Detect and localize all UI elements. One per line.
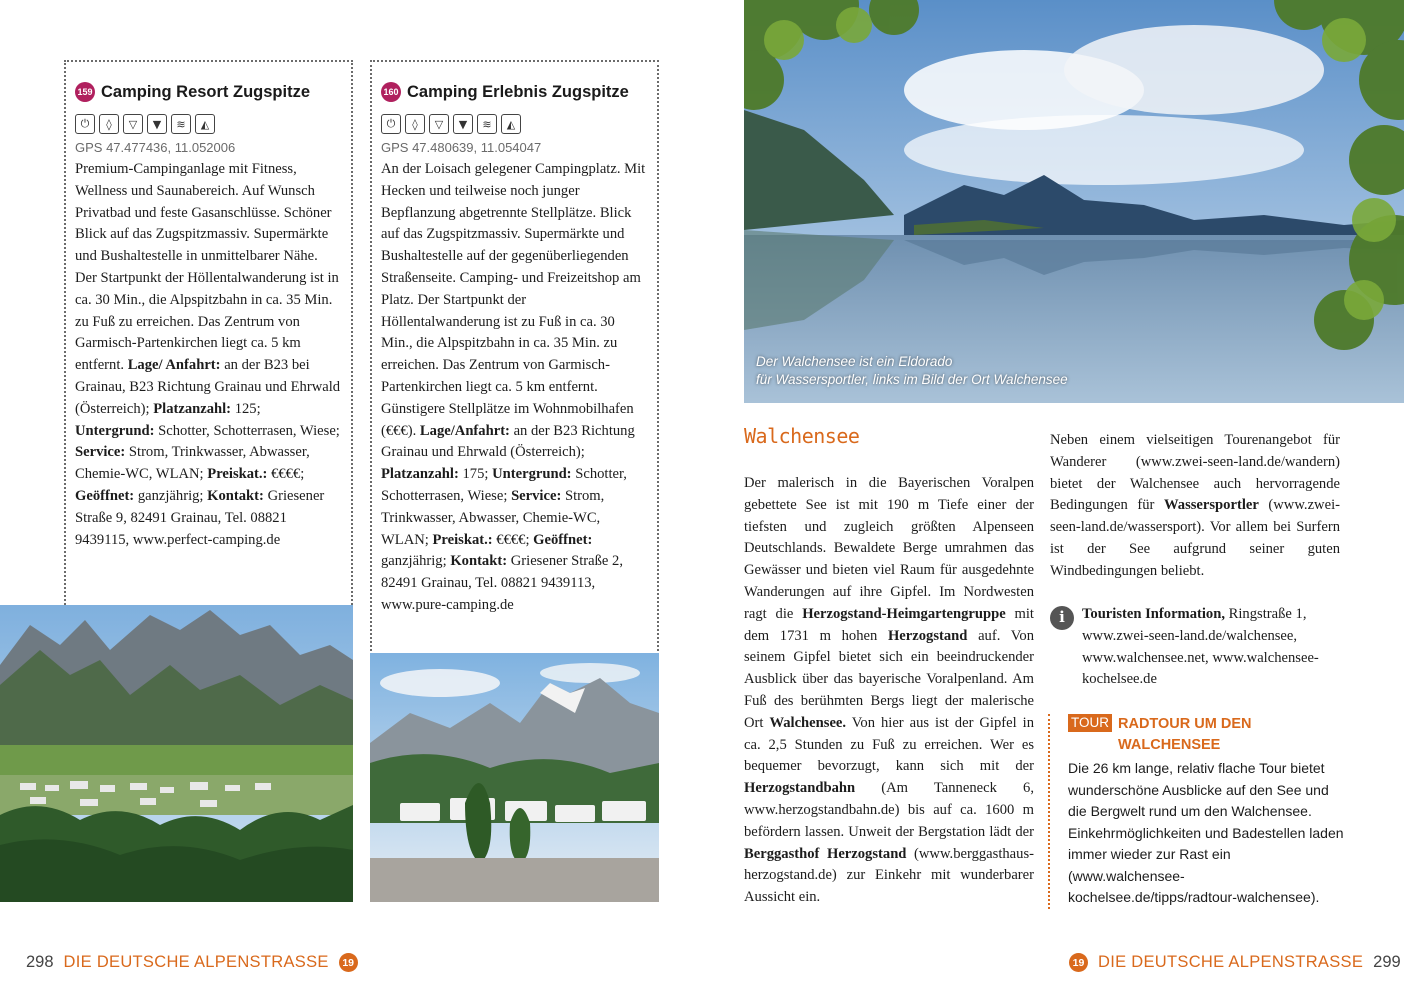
campsite-description: Premium-Campinganlage mit Fitness, Wellness und Saunabereich. Auf Wunsch Privatbad und feste Gasanschlüsse. Schöner Blick auf das Zugspitzmassiv. Supermärkte und Bushaltestelle in unmittelbarer Nähe. Der Startpunkt der Höllentalwanderung ist in ca. 30 Min., die Alpspitzbahn in ca. 35 Min. zu Fuß zu erreichen. Das Zentrum von Garmisch-Partenkirchen liegt ca. 5 km entfernt. Lage/ Anfahrt: an der B23 bei Grainau, B23 Richtung Grainau und Ehrwald (Österreich); Platzanzahl: 125; Untergrund: Schotter, Schotterrasen, Wiese; Service: Strom, Trinkwasser, Abwasser, Chemie-WC, WLAN; Preiskat.: €€€€; Geöffnet: ganzjährig; Kontakt: Griesener Straße 9, 82491 Grainau, Tel. 08821 9439115, www.perfect-camping.de	[75, 161, 341, 548]
campsite-name: Camping Erlebnis Zugspitze	[407, 82, 629, 101]
dump-station-icon: ▽	[429, 114, 449, 134]
power-icon: ⏻	[381, 114, 401, 134]
info-icon: i	[1050, 606, 1074, 630]
water-icon: ◊	[99, 114, 119, 134]
page-number: 299	[1373, 953, 1401, 971]
wifi-icon: ≋	[171, 114, 191, 134]
tour-description: Die 26 km lange, relativ flache Tour bietet wunderschöne Ausblicke auf den See und die Bergwelt rund um den Walchensee. Einkehrmöglichkeiten und Badestellen laden immer wieder zur Rast ein (www.walchensee-kochelsee.de/tipps/radtour-walchensee).	[1068, 760, 1344, 905]
chapter-number-badge: 19	[339, 953, 358, 972]
page-number: 298	[26, 953, 54, 971]
toilet-icon: ▼	[147, 114, 167, 134]
photo-caption: Der Walchensee ist ein Eldorado für Wassersportler, links im Bild der Ort Walchensee	[756, 354, 1068, 387]
dog-icon: ◭	[195, 114, 215, 134]
section-heading: Walchensee	[744, 424, 860, 448]
article-column-2: Neben einem vielseitigen Tourenangebot für Wanderer (www.zwei-seen-land.de/wandern) bietet der Walchensee auch hervorragende Bedingungen für Wassersportler (www.zwei-seen-land.de/wassersport). Vor allem bei Surfern ist der See aufgrund seiner guten Windbedingungen beliebt.	[1050, 432, 1340, 579]
walchensee-photo	[744, 0, 1404, 403]
dump-station-icon: ▽	[123, 114, 143, 134]
campsite-name: Camping Resort Zugspitze	[101, 82, 311, 101]
campsite-title	[75, 82, 341, 102]
campsite-title	[381, 82, 647, 102]
campsite-description: An der Loisach gelegener Campingplatz. Mit Hecken und teilweise noch junger Bepflanzung abgetrennte Stellplätze. Blick auf das Zugspitzmassiv. Supermärkte und Bushaltestelle auf der gegenüberliegenden Straßenseite. Camping- und Freizeitshop am Platz. Der Startpunkt der Höllentalwanderung ist zu Fuß in ca. 30 Min., die Alpspitzbahn in ca. 35 Min. zu erreichen. Das Zentrum von Garmisch-Partenkirchen liegt ca. 5 km entfernt. Günstigere Stellplätze im Wohnmobilhafen (€€€). Lage/Anfahrt: an der B23 Richtung Grainau und Ehrwald (Österreich); Platzanzahl: 175; Untergrund: Schotter, Schotterrasen, Wiese; Service: Strom, Trinkwasser, Abwasser, Chemie-WC, WLAN; Preiskat.: €€€€; Geöffnet: ganzjährig; Kontakt: Griesener Straße 2, 82491 Grainau, Tel. 08821 9439113, www.pure-camping.de	[381, 161, 646, 613]
tour-box	[1048, 714, 1348, 909]
gps-coordinates: GPS 47.480639, 11.054047	[381, 140, 542, 155]
footer-left	[26, 953, 358, 972]
campsite-photo-erlebnis-zugspitze	[370, 653, 659, 902]
tour-header	[1068, 714, 1348, 756]
tour-title: RADTOUR UM DEN WALCHENSEE	[1118, 716, 1252, 753]
gps-coordinates: GPS 47.477436, 11.052006	[75, 140, 236, 155]
power-icon: ⏻	[75, 114, 95, 134]
wifi-icon: ≋	[477, 114, 497, 134]
campsite-number-badge: 159	[75, 82, 95, 102]
campsite-photo-zugspitze-resort	[0, 605, 353, 902]
chapter-number-badge: 19	[1069, 953, 1088, 972]
chapter-title: DIE DEUTSCHE ALPENSTRASSE	[63, 953, 329, 971]
amenity-icons	[75, 114, 341, 134]
tourist-info-text: Touristen Information, Ringstraße 1, www.zwei-seen-land.de/walchensee, www.walchensee.net, www.walchensee-kochelsee.de	[1082, 606, 1319, 688]
water-icon: ◊	[405, 114, 425, 134]
amenity-icons	[381, 114, 647, 134]
tour-tag: TOUR	[1068, 714, 1112, 732]
article-column-1: Der malerisch in die Bayerischen Voralpen gebettete See ist mit 190 m Tiefe einer der tiefsten und zugleich größten Alpenseen Deutschlands. Bewaldete Berge umrahmen das Gewässer und bieten viel Raum für ausgedehnte Wanderungen auf ihre Gipfel. Im Nordwesten ragt die Herzogstand-Heimgartengruppe mit dem 1731 m hohen Herzogstand auf. Von seinem Gipfel bietet sich ein beeindruckender Ausblick über das bayerische Voralpenland. Am Fuß des berühmten Bergs liegt der malerische Ort Walchensee. Von hier aus ist der Gipfel in ca. 2,5 Stunden zu Fuß zu erreichen. Wer es bequemer bevorzugt, kann sich mit der Herzogstandbahn (Am Tanneneck 6, www.herzogstandbahn.de) bis auf ca. 1600 m befördern lassen. Unweit der Bergstation lädt der Berggasthof Herzogstand (www.berggasthaus-herzogstand.de) zur Einkehr mit wunderbarer Aussicht ein.	[744, 475, 1034, 906]
footer-right	[1069, 953, 1401, 972]
tourist-info	[1050, 604, 1350, 691]
campsite-box-159	[64, 60, 353, 605]
dog-icon: ◭	[501, 114, 521, 134]
chapter-title: DIE DEUTSCHE ALPENSTRASSE	[1098, 953, 1364, 971]
campsite-box-160	[370, 60, 659, 655]
campsite-number-badge: 160	[381, 82, 401, 102]
toilet-icon: ▼	[453, 114, 473, 134]
